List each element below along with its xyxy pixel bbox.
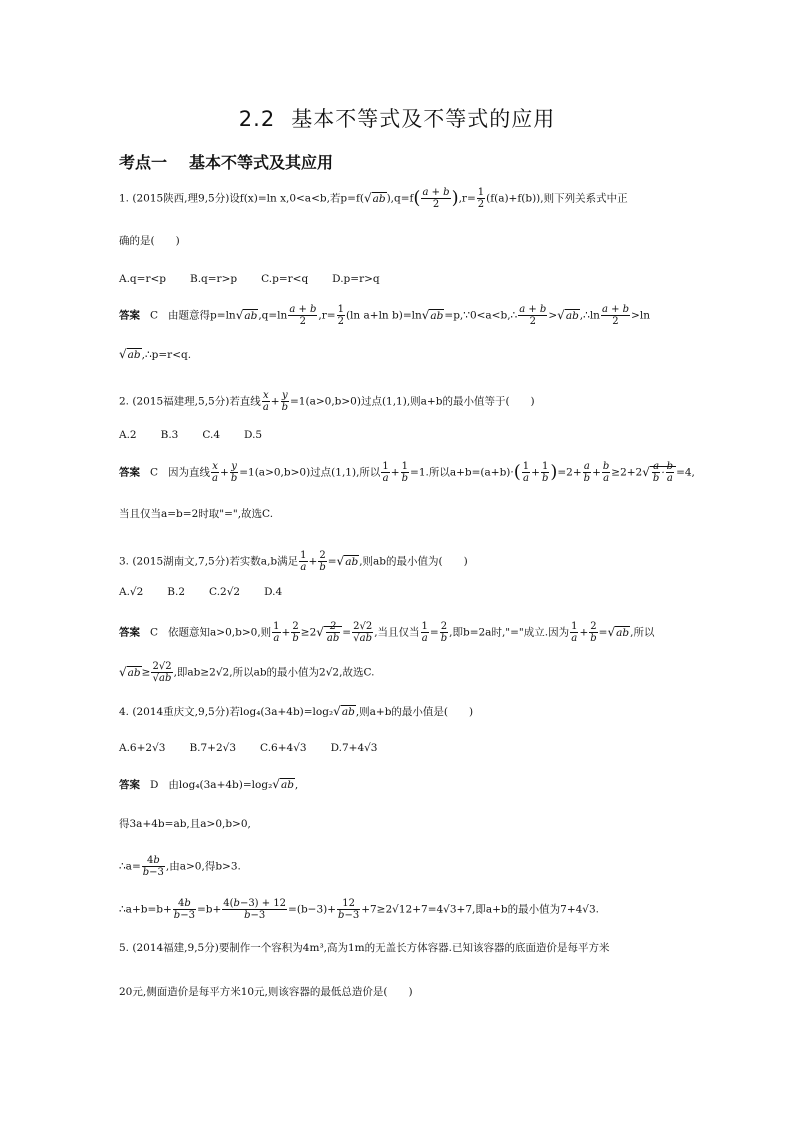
problem-2-options: A.2 B.3 C.4 D.5 (119, 429, 263, 441)
problem-4-answer: D (150, 779, 159, 791)
problem-1-stem: 1. (2015陕西,理9,5分)设f(x)=ln x,0<a<b,若p=f(√ab),q=f( $\frac{a + b}{2}$ ),r= $\frac{1}{2}$ (f(a)+f(b)),则下列关系式中正 (119, 187, 628, 210)
page-title (0, 103, 794, 133)
problem-3-source: 3. (2015湖南文,7,5分) (119, 555, 230, 568)
problem-2-source: 2. (2015福建理,5,5分) (119, 395, 230, 408)
problem-4-solution-4: ∴a+b=b+ $\frac{4b}{b-3}$ =b+ $\frac{4(b-3) + 12}{b-3}$ =(b−3)+ $\frac{12}{b-3}$ +7≥2√12+7=4√3+7,即a+b的最小值为7+4√3. (119, 898, 600, 921)
problem-3-stem: 3. (2015湖南文,7,5分)若实数a,b满足 $\frac{1}{a}$ + $\frac{2}{b}$ =√ab,则ab的最小值为( ) (119, 550, 468, 573)
problem-4-solution-3: ∴a= $\frac{4b}{b-3}$ ,由a>0,得b>3. (119, 855, 241, 878)
problem-4-solution-2: 得3a+4b=ab,且a>0,b>0, (119, 818, 251, 830)
title-text: 基本不等式及不等式的应用 (291, 107, 556, 131)
problem-2-answer: C (150, 466, 159, 479)
problem-4-solution: 答案 D 由log₄(3a+4b)=log₂√ab, (119, 777, 299, 791)
section-text: 基本不等式及其应用 (189, 153, 334, 172)
problem-3-solution-cont: √ab≥ $\frac{2√2}{√ab}$ ,即ab≥2√2,所以ab的最小值为2√2,故选C. (119, 661, 375, 684)
problem-5-source: 5. (2014福建,9,5分) (119, 942, 219, 954)
problem-4-options: A.6+2√3 B.7+2√3 C.6+4√3 D.7+4√3 (119, 742, 378, 754)
problem-2-solution-cont: 当且仅当a=b=2时取"=",故选C. (119, 508, 274, 520)
problem-3-options: A.√2 B.2 C.2√2 D.4 (119, 586, 283, 598)
problem-3-solution: 答案 C 依题意知a>0,b>0,则 $\frac{1}{a}$ + $\frac{2}{b}$ ≥2√ $\frac{2}{ab}$ = $\frac{2√2}{√ab}$ ,当且仅当 $\frac{1}{a}$ = $\frac{2}{b}$ ,即b=2a时,"="成立.因为 $\frac{1}{a}$ + $\frac{2}{b}$ =√ab,所以 (119, 621, 655, 644)
problem-3-answer: C (150, 626, 159, 639)
section-heading (119, 150, 333, 173)
problem-1-solution: 答案 C 由题意得p=ln√ab,q=ln $\frac{a + b}{2}$ ,r= $\frac{1}{2}$ (ln a+ln b)=ln√ab=p,∵0<a<b,∴ $\frac{a + b}{2}$ >√ab,∴ln $\frac{a + b}{2}$ >ln (119, 304, 650, 327)
fraction: $\frac{a + b}{2}$ (422, 187, 450, 210)
problem-1-solution-cont: √ab,∴p=r<q. (119, 347, 192, 361)
problem-5-stem-cont: 20元,侧面造价是每平方米10元,则该容器的最低总造价是( ) (119, 986, 413, 998)
sqrt-ab: √ab (363, 190, 386, 205)
problem-2-solution: 答案 C 因为直线 $\frac{x}{a}$ + $\frac{y}{b}$ =1(a>0,b>0)过点(1,1),所以 $\frac{1}{a}$ + $\frac{1}{b}$ =1.所以a+b=(a+b)·( $\frac{1}{a}$ + $\frac{1}{b}$ )=2+ $\frac{a}{b}$ + $\frac{b}{a}$ ≥2+2√ $\frac{a}{b}$ · $\frac{b}{a}$ =4, (119, 461, 695, 484)
problem-4-source: 4. (2014重庆文,9,5分) (119, 706, 230, 718)
problem-1-stem-cont: 确的是( ) (119, 235, 180, 247)
problem-5-stem: 5. (2014福建,9,5分)要制作一个容积为4m³,高为1m的无盖长方体容器.已知该容器的底面造价是每平方米 (119, 942, 610, 954)
problem-4-stem: 4. (2014重庆文,9,5分)若log₄(3a+4b)=log₂√ab,则a+b的最小值是( ) (119, 704, 474, 718)
problem-2-stem: 2. (2015福建理,5,5分)若直线 $\frac{x}{a}$ + $\frac{y}{b}$ =1(a>0,b>0)过点(1,1),则a+b的最小值等于( ) (119, 390, 535, 413)
section-label: 考点一 (119, 153, 168, 172)
problem-1-source: 1. (2015陕西,理9,5分) (119, 192, 230, 205)
title-number: 2.2 (238, 107, 276, 131)
problem-1-answer: C (150, 309, 159, 322)
problem-1-options: A.q=r<p B.q=r>p C.p=r<q D.p=r>q (119, 273, 380, 285)
fraction: $\frac{1}{2}$ (477, 187, 485, 210)
